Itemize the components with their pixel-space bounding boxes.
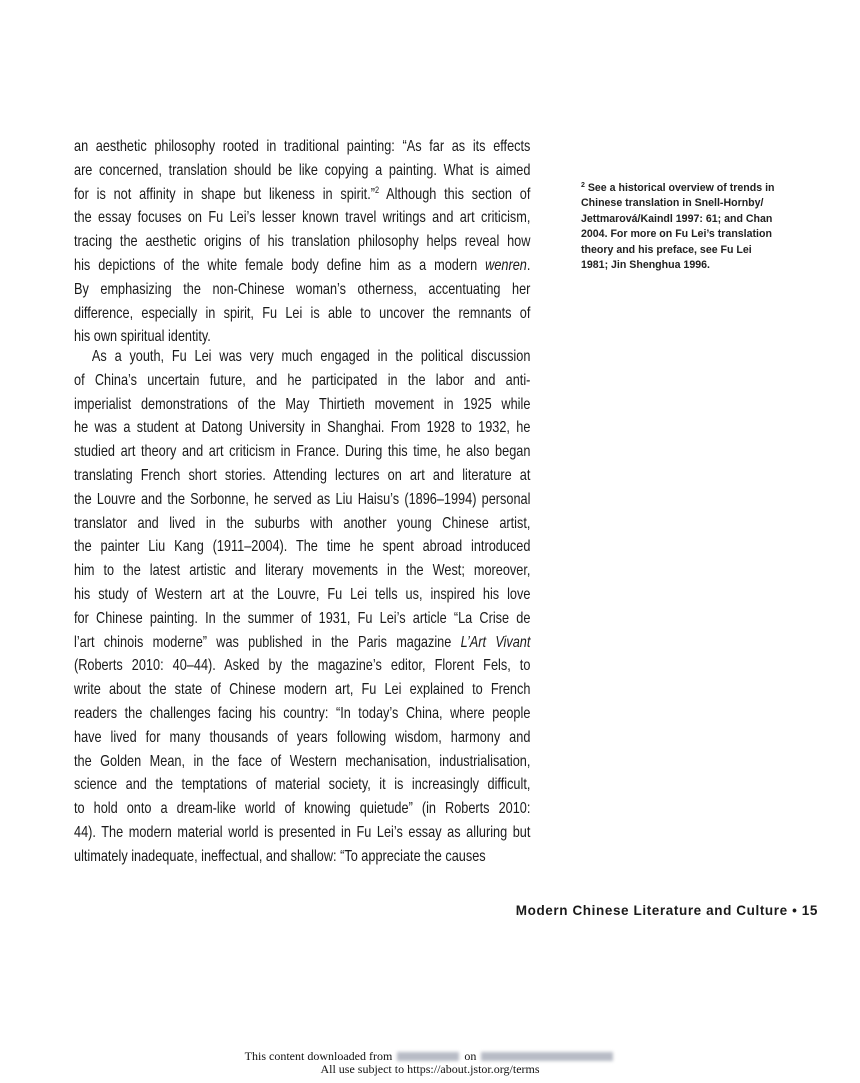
line-text: translator and lived in the suburbs with another young Chinese artist, [74,514,531,532]
line-text: readers the challenges facing his country: “In today’s China, where people [74,704,531,722]
italic-text: L’Art Vivant [460,633,531,651]
line-text: his depictions of the white female body define him as a modern [74,256,486,274]
line-text: for is not affinity in shape but likeness in spirit.” [74,185,375,203]
text-line [74,678,530,702]
line-text: the Louvre and the Sorbonne, he served as Liu Haisu’s (1896–1994) personal [74,490,531,508]
redacted-ip [397,1052,459,1061]
separator-bullet: • [792,903,798,918]
line-text: (Roberts 2010: 40–44). Asked by the magazine’s editor, Florent Fels, to [74,657,531,675]
line-text: l’art chinois moderne” was published in the Paris magazine [74,633,461,651]
text-line [74,535,530,559]
text-line [74,254,530,278]
line-text: he was a student at Datong University in Shanghai. From 1928 to 1932, he [74,419,531,437]
line-text: tracing the aesthetic origins of his translation philosophy helps reveal how [74,233,531,251]
text-line [74,369,530,393]
text-line [74,393,530,417]
download-prefix: This content downloaded from [244,1049,393,1063]
paragraph [74,135,634,349]
text-line [74,559,530,583]
text-line [74,183,530,207]
line-text: of China’s uncertain future, and he participated in the labor and anti- [74,371,531,389]
line-text: have lived for many thousands of years following wisdom, harmony and [74,728,531,746]
text-line [74,464,530,488]
text-line [74,159,530,183]
line-text: By emphasizing the non-Chinese woman’s otherness, accentuating her [74,280,531,298]
text-line [74,416,530,440]
text-line [74,302,530,326]
text-line [74,773,530,797]
line-text-after: Although this section of [379,185,531,203]
paragraph [74,345,634,869]
line-text: difference, especially in spirit, Fu Lei is able to uncover the remnants of [74,304,531,322]
line-text: his own spiritual identity. [74,328,211,346]
text-line [74,230,530,254]
text-line [74,702,530,726]
line-text: As a youth, Fu Lei was very much engaged in the political discussion [91,348,531,365]
sidenote-text: See a historical overview of trends in Chinese translation in Snell-Hornby/ Jettmarová/Kaindl 1997: 61; and Chan 2004. For more on Fu Lei’s translation theory and his preface, see Fu Lei 1981; Jin Shenghua 1996. [581,182,775,272]
line-text: the painter Liu Kang (1911–2004). The time he spent abroad introduced [74,538,531,556]
text-line [74,345,530,369]
text-line [74,488,530,512]
text-line [74,821,530,845]
line-text: imperialist demonstrations of the May Thirtieth movement in 1925 while [74,395,531,413]
line-text: ultimately inadequate, ineffectual, and shallow: “To appreciate the causes [74,847,486,865]
text-line [74,797,530,821]
download-notice-line2: All use subject to https://about.jstor.org/terms [320,1062,540,1076]
line-text: studied art theory and art criticism in France. During this time, he also began [74,443,531,461]
line-text: translating French short stories. Attending lectures on art and literature at [74,466,531,484]
italic-text: wenren [485,256,527,274]
text-line [74,726,530,750]
footnote-reference: 2 [374,184,380,195]
text-line [74,512,530,536]
download-on: on [464,1049,477,1063]
line-text: an aesthetic philosophy rooted in traditional painting: “As far as its effects [74,138,531,155]
text-line [74,206,530,230]
text-line [74,278,530,302]
line-text: his study of Western art at the Louvre, Fu Lei tells us, inspired his love [74,585,531,603]
text-line [74,845,530,869]
page-number: 15 [801,903,818,918]
line-text: him to the latest artistic and literary movements in the West; moreover, [74,562,531,580]
text-line [74,750,530,774]
line-text: are concerned, translation should be like copying a painting. What is aimed [74,161,531,179]
text-line [74,440,530,464]
sidenote [581,181,781,273]
text-line [74,654,530,678]
line-text: the Golden Mean, in the face of Western mechanisation, industrialisation, [74,752,531,770]
running-footer [516,903,818,918]
line-text: science and the temptations of material society, it is increasingly difficult, [74,776,531,794]
line-text-after: . [526,256,531,274]
text-line [74,583,530,607]
text-line [74,607,530,631]
line-text: to hold onto a dream-like world of knowing quietude” (in Roberts 2010: [74,800,531,818]
redacted-timestamp [481,1052,613,1061]
journal-title: Modern Chinese Literature and Culture [515,903,788,918]
line-text: 44). The modern material world is presented in Fu Lei’s essay as alluring but [74,823,531,841]
line-text: for Chinese painting. In the summer of 1931, Fu Lei’s article “La Crise de [74,609,531,627]
footnote-marker: 2 [581,182,585,189]
line-text: write about the state of Chinese modern art, Fu Lei explained to French [74,681,531,699]
text-line [74,631,530,655]
line-text: the essay focuses on Fu Lei’s lesser known travel writings and art criticism, [74,209,531,227]
text-line [74,135,530,159]
